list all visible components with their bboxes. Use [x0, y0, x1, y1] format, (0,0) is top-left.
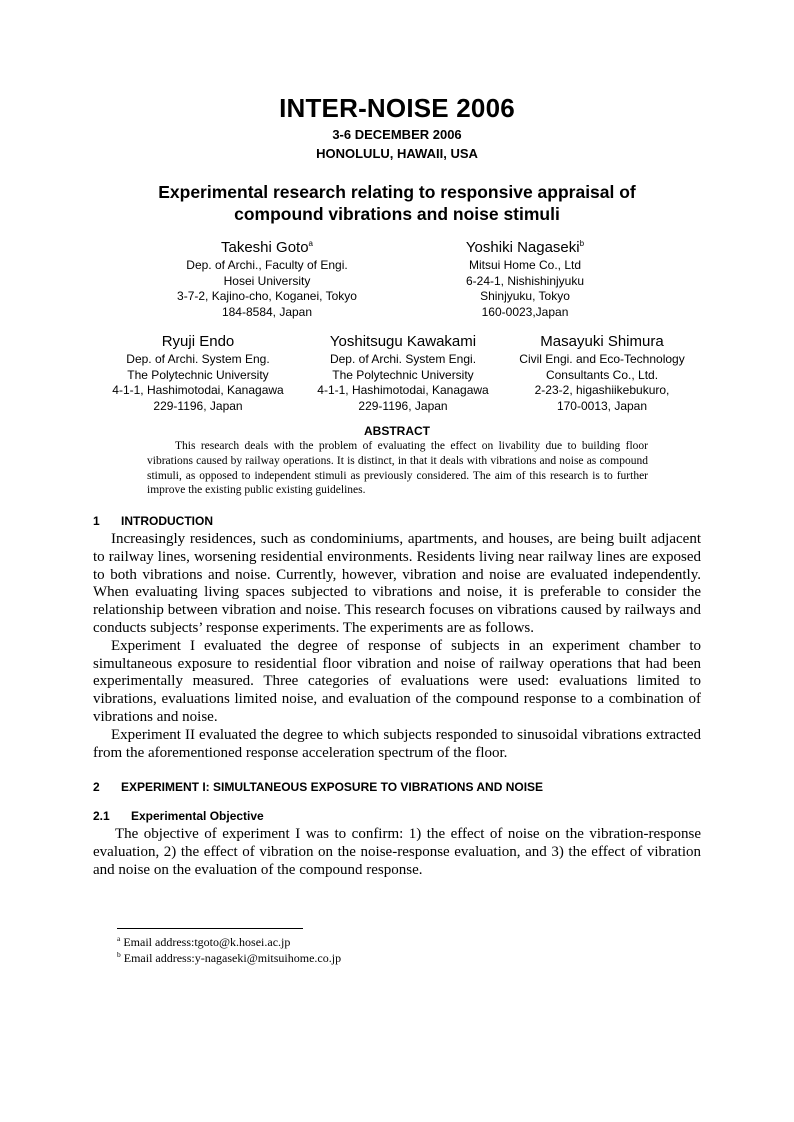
author-affiliation-line: 184-8584, Japan: [221, 304, 313, 319]
author-block-shimura: [502, 332, 702, 414]
author-affiliation-line: The Polytechnic University: [332, 367, 474, 382]
section-heading-introduction: [93, 514, 213, 528]
author-block-kawakami: [303, 332, 503, 414]
section-heading-experiment-1: [93, 780, 543, 794]
abstract-heading: ABSTRACT: [364, 424, 430, 438]
footnote-email: Email address:tgoto@k.hosei.ac.jp: [123, 935, 291, 949]
author-affiliation-line: 4-1-1, Hashimotodai, Kanagawa: [112, 383, 284, 397]
section-number: 2: [93, 780, 100, 794]
conference-location: HONOLULU, HAWAII, USA: [316, 146, 478, 161]
author-affiliation-line: Civil Engi. and Eco-Technology: [519, 352, 685, 366]
footnote-mark: a: [117, 934, 121, 943]
author-affiliation-line: The Polytechnic University: [127, 367, 269, 382]
author-block-nagaseki: [425, 238, 625, 320]
affiliation-mark: b: [579, 239, 585, 248]
body-paragraph: The objective of experiment I was to confirm: 1) the effect of noise on the vibration-response evaluation, 2) the effect of vibration on the noise-response evaluation, and 3) the effect of vibration and noise on the evaluation of the compound response.: [93, 826, 701, 878]
author-affiliation-line: 2-23-2, higashiikebukuro,: [534, 383, 670, 397]
author-name: Yoshitsugu Kawakami: [329, 333, 477, 350]
footnote-mark: b: [117, 949, 121, 959]
author-block-goto: [147, 238, 387, 320]
author-affiliation-line: 4-1-1, Hashimotodai, Kanagawa: [317, 383, 489, 397]
footnote-email: Email address:y-nagaseki@mitsuihome.co.jp: [123, 950, 342, 965]
body-paragraph: Experiment I evaluated the degree of response of subjects in an experiment chamber to simultaneous exposure to residential floor vibration and noise of railway operations that had been experimentally measured. Three categories of evaluations were used: evaluations limited to vibrations, evaluations limited noise, and evaluation of the compound response to a combination of vibrations and noise.: [93, 637, 701, 725]
author-name: Yoshiki Nagaseki$^b$: [465, 239, 585, 256]
paper-title: [0, 181, 794, 225]
author-affiliation-line: Dep. of Archi. System Eng.: [126, 352, 270, 366]
paper-title-line-1: Experimental research relating to responsive appraisal of: [158, 182, 636, 202]
section-number: 2.1: [93, 809, 110, 823]
body-paragraph: Experiment II evaluated the degree to which subjects responded to sinusoidal vibrations extracted from the aforementioned response acceleration spectrum of the floor.: [93, 726, 701, 761]
introduction-body: [93, 531, 701, 762]
footnotes: [117, 935, 341, 966]
conference-title: INTER-NOISE 2006: [279, 93, 515, 123]
author-affiliation-line: 160-0023,Japan: [481, 304, 569, 319]
section-title: Experimental Objective: [131, 809, 264, 823]
section-title: INTRODUCTION: [121, 514, 213, 528]
author-affiliation-line: 229-1196, Japan: [358, 398, 448, 413]
author-name: Ryuji Endo: [161, 333, 235, 350]
author-name: Takeshi Goto$^a$: [221, 239, 313, 256]
author-affiliation-line: Consultants Co., Ltd.: [545, 367, 659, 382]
author-affiliation-line: 170-0013, Japan: [556, 398, 648, 413]
conference-dates: 3-6 DECEMBER 2006: [332, 127, 462, 142]
author-affiliation-line: 229-1196, Japan: [153, 398, 243, 413]
affiliation-mark: a: [308, 239, 313, 248]
author-affiliation-line: Hosei University: [223, 273, 311, 288]
author-affiliation-line: Dep. of Archi. System Engi.: [329, 352, 477, 366]
footnote-item: [117, 951, 341, 967]
footnote-item: [117, 935, 341, 951]
author-block-endo: [98, 332, 298, 414]
author-affiliation-line: Dep. of Archi., Faculty of Engi.: [186, 258, 348, 272]
footnote-rule: [117, 928, 303, 929]
section-title: EXPERIMENT I: SIMULTANEOUS EXPOSURE TO VIBRATIONS AND NOISE: [121, 780, 544, 794]
body-paragraph: Increasingly residences, such as condominiums, apartments, and houses, are being built adjacent to railway lines, worsening residential environments. Residents living near railway lines are exposed to both vibrations and noise. Currently, however, vibration and noise are evaluated independently. When evaluating living spaces subjected to vibrations and noise, it is preferable to consider the relationship between vibration and noise. This research focuses on vibrations caused by railways and conducts subjects’ response experiments. The experiments are as follows.: [93, 531, 701, 636]
author-affiliation-line: Mitsui Home Co., Ltd: [468, 258, 582, 272]
section-number: 1: [93, 514, 100, 528]
paper-title-line-2: compound vibrations and noise stimuli: [234, 204, 560, 224]
author-name: Masayuki Shimura: [540, 333, 664, 350]
author-affiliation-line: 6-24-1, Nishishinjyuku: [465, 273, 585, 288]
subsection-heading-objective: [93, 809, 264, 823]
author-affiliation-line: Shinjyuku, Tokyo: [480, 289, 570, 303]
abstract-text: This research deals with the problem of evaluating the effect on livability due to building floor vibrations caused by railway operations. It is distinct, in that it deals with vibrations and noise as compound stimuli, as opposed to independent stimuli as previously considered. The aim of this research is to further improve the existing public existing guidelines.: [147, 440, 648, 497]
author-affiliation-line: 3-7-2, Kajino-cho, Koganei, Tokyo: [177, 289, 357, 303]
objective-body: [93, 826, 701, 879]
